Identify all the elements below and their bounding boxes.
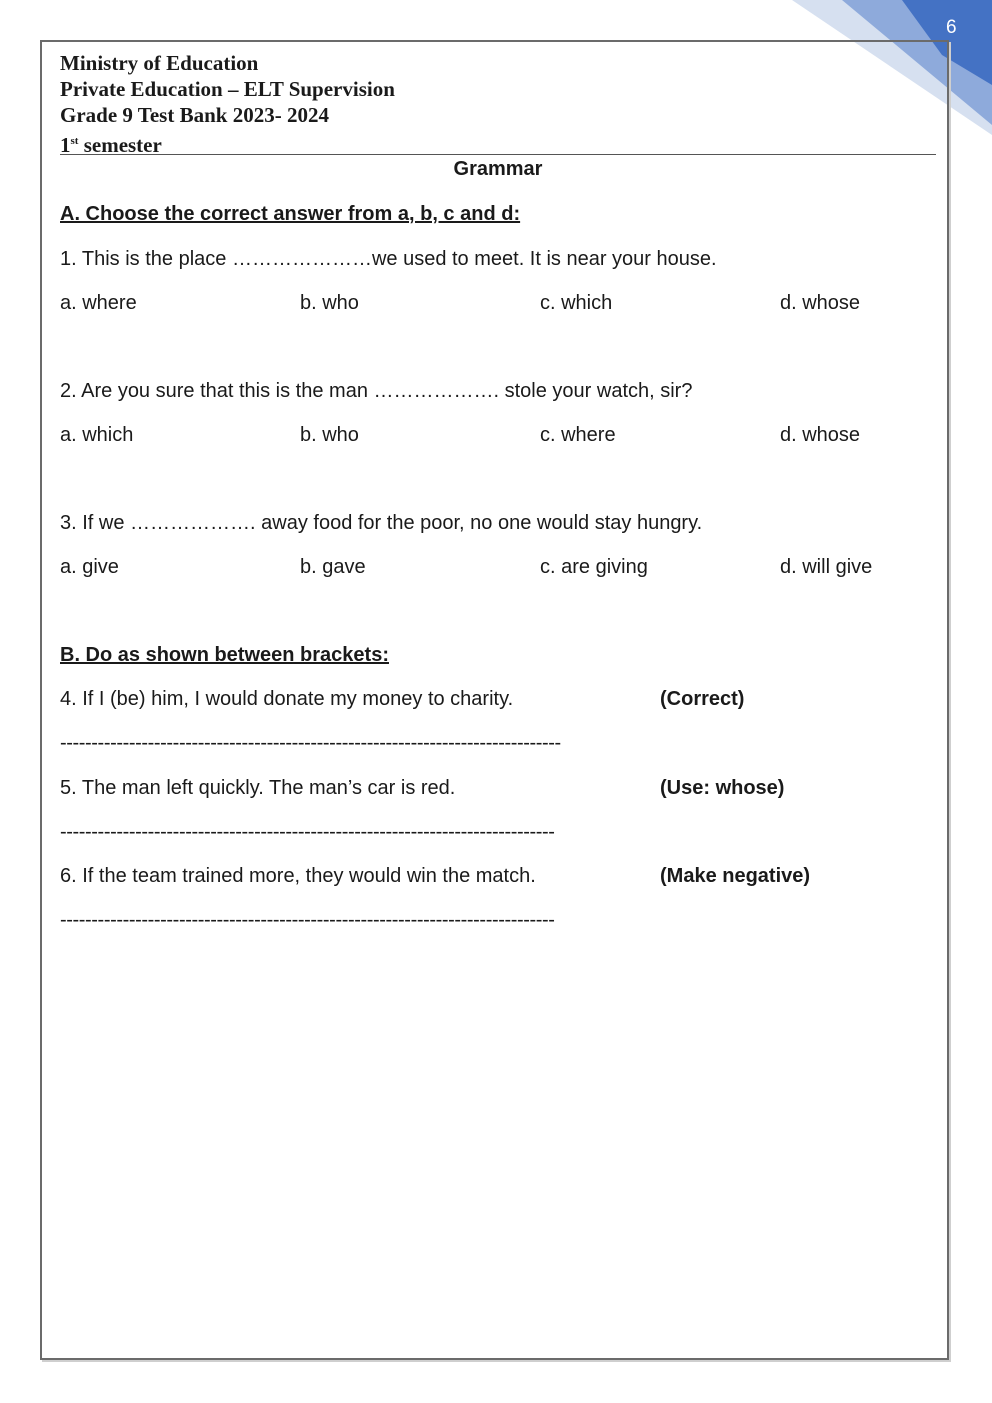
q1-option-c: c. which <box>540 292 613 314</box>
q3-option-b: b. gave <box>300 556 366 578</box>
header-test-bank: Grade 9 Test Bank 2023- 2024 <box>60 103 329 127</box>
header-ministry: Ministry of Education <box>60 51 259 75</box>
header-semester: 1st semester <box>60 133 162 157</box>
item-4-answer-line: -------------------------------------------------------------------------------- <box>60 732 561 754</box>
q2-option-d: d. whose <box>780 424 861 446</box>
q1-option-d: d. whose <box>780 292 861 314</box>
item-5: 5. The man left quickly. The man’s car is red. <box>60 777 456 799</box>
question-1: 1. This is the place …………………we used to meet. It is near your house. <box>60 248 717 270</box>
q1-option-b: b. who <box>300 292 359 314</box>
q3-option-c: c. are giving <box>540 556 648 578</box>
part-a-heading: A. Choose the correct answer from a, b, c and d: <box>60 203 521 225</box>
q2-option-c: c. where <box>540 424 616 446</box>
item-6: 6. If the team trained more, they would win the match. <box>60 865 536 887</box>
item-4-instruction: (Correct) <box>660 688 745 710</box>
item-5-instruction: (Use: whose) <box>660 777 785 799</box>
item-6-answer-line: ------------------------------------------------------------------------------- <box>60 909 555 931</box>
document-header <box>60 50 395 158</box>
page-number: 6 <box>946 17 957 38</box>
header-divider <box>60 154 936 155</box>
q3-option-d: d. will give <box>780 556 873 578</box>
q1-option-a: a. where <box>60 292 137 314</box>
question-3: 3. If we ………………. away food for the poor, no one would stay hungry. <box>60 512 703 534</box>
part-b-heading: B. Do as shown between brackets: <box>60 644 389 666</box>
q2-option-b: b. who <box>300 424 359 446</box>
item-6-instruction: (Make negative) <box>660 865 811 887</box>
q2-option-a: a. which <box>60 424 134 446</box>
question-2: 2. Are you sure that this is the man ………………. stole your watch, sir? <box>60 380 693 402</box>
header-department: Private Education – ELT Supervision <box>60 77 395 101</box>
q3-option-a: a. give <box>60 556 119 578</box>
item-5-answer-line: ------------------------------------------------------------------------------- <box>60 821 555 843</box>
item-4: 4. If I (be) him, I would donate my money to charity. <box>60 688 514 710</box>
section-title: Grammar <box>453 158 543 180</box>
